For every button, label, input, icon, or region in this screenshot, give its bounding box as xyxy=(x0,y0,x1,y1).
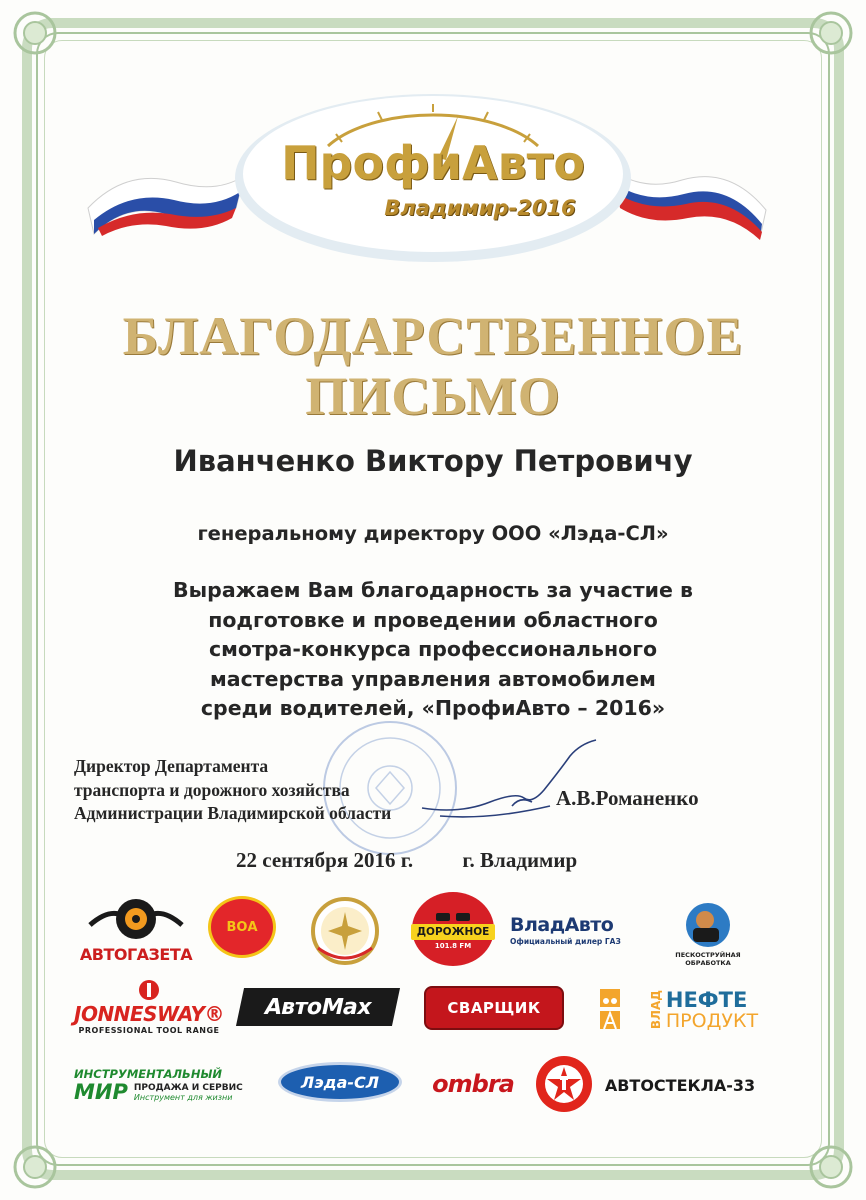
sponsor-leda-sl-logo xyxy=(278,1062,402,1102)
handwritten-signature xyxy=(420,736,610,826)
sponsor-label: ВладАвто xyxy=(510,914,614,936)
texaco-star-icon xyxy=(536,1056,592,1112)
issue-date: 22 сентября 2016 г. xyxy=(236,848,414,872)
sponsor-emblem-logo xyxy=(308,896,382,966)
sponsor-label: ВОА xyxy=(226,919,258,935)
gear-icon xyxy=(88,895,184,943)
sponsor-sublabel: ПРОДУКТ xyxy=(665,1010,759,1032)
sponsor-sublabel: ПРОДАЖА И СЕРВИС xyxy=(133,1082,243,1093)
sponsor-label: СВАРЩИК xyxy=(447,999,541,1017)
sponsor-autostekla-logo xyxy=(600,1072,760,1098)
brand-subtitle: Владимир-2016 xyxy=(384,196,576,220)
sponsor-slogan: Инструмент для жизни xyxy=(133,1092,233,1102)
sponsor-label: JONNESWAY® xyxy=(74,1001,224,1026)
sponsor-ombra-logo xyxy=(420,1066,526,1102)
car-icon xyxy=(434,908,472,924)
corner-ornament-icon xyxy=(802,4,860,62)
corner-ornament-icon xyxy=(6,1138,64,1196)
signatory-title-line: Администрации Владимирской области xyxy=(74,803,392,823)
flag-ribbon-right-icon xyxy=(610,164,770,240)
signatory-title-line: Директор Департамента xyxy=(74,756,269,776)
body-line: Выражаем Вам благодарность за участие в xyxy=(172,578,694,602)
signatory-title-line: транспорта и дорожного хозяйства xyxy=(74,779,350,800)
sponsor-vladnefteprodukt-logo xyxy=(592,982,762,1038)
sponsor-automax-logo xyxy=(236,988,400,1026)
corner-ornament-icon xyxy=(802,1138,860,1196)
body-line: среди водителей, «ПрофиАвто – 2016» xyxy=(200,696,666,720)
sponsor-instrumentalny-mir-logo xyxy=(74,1058,270,1112)
flag-ribbon-left-icon xyxy=(86,168,246,238)
issue-city: г. Владимир xyxy=(462,848,578,872)
signatory-name: А.В.Романенко xyxy=(556,786,699,810)
sponsor-label: ДОРОЖНОЕ xyxy=(411,924,496,940)
body-line: мастерства управления автомобилем xyxy=(210,666,656,691)
sponsor-label: Лэда-СЛ xyxy=(300,1072,380,1092)
sponsor-label: АВТОСТЕКЛА-33 xyxy=(604,1075,756,1095)
sponsor-sublabel: Официальный дилер ГАЗ xyxy=(510,937,621,946)
sponsor-label: АвтоMax xyxy=(262,994,374,1020)
signatory-title xyxy=(74,755,391,826)
recipient-name: Иванченко Виктору Петровичу xyxy=(173,444,693,478)
sponsor-label: АВТОГАЗЕТА xyxy=(79,944,193,964)
sponsor-side-label: ВЛАД xyxy=(648,990,663,1030)
body-line: подготовке и проведении областного xyxy=(208,607,658,632)
sponsor-dorozhnoe-radio-logo xyxy=(412,892,494,966)
oil-derrick-icon xyxy=(596,985,646,1035)
sponsor-label: НЕФТЕ xyxy=(665,988,748,1012)
sponsor-sandblasting-logo xyxy=(666,898,750,970)
date-place-line xyxy=(236,848,577,873)
jonnesway-mark-icon xyxy=(138,978,160,1002)
sponsor-label-main: МИР xyxy=(74,1080,128,1104)
sponsor-frequency: 101.8 FM xyxy=(434,942,472,950)
sponsor-svarshik-logo xyxy=(424,986,564,1030)
sponsor-label: ombra xyxy=(432,1070,514,1098)
recipient-position: генеральному директору ООО «Лэда-СЛ» xyxy=(197,522,669,545)
sponsor-autogazeta-logo xyxy=(79,892,193,966)
emblem-icon xyxy=(308,896,382,966)
letter-title-line1: БЛАГОДАРСТВЕННОЕ xyxy=(122,306,744,366)
gratitude-text xyxy=(80,576,786,724)
corner-ornament-icon xyxy=(6,4,64,62)
brand-title: ПрофиАвто xyxy=(281,136,585,190)
sponsor-sublabel: PROFESSIONAL TOOL RANGE xyxy=(78,1025,220,1035)
sponsor-label: ИНСТРУМЕНТАЛЬНЫЙ xyxy=(74,1067,222,1081)
sponsor-vladavto-logo xyxy=(510,908,660,952)
sandblaster-icon xyxy=(681,902,735,948)
sponsor-voa-logo xyxy=(208,896,276,958)
sponsor-label: ПЕСКОСТРУЙНАЯ ОБРАБОТКА xyxy=(675,950,741,967)
body-line: смотра-конкурса профессионального xyxy=(208,637,658,661)
sponsor-jonnesway-logo xyxy=(74,976,224,1036)
letter-title-line2: ПИСЬМО xyxy=(305,366,561,426)
